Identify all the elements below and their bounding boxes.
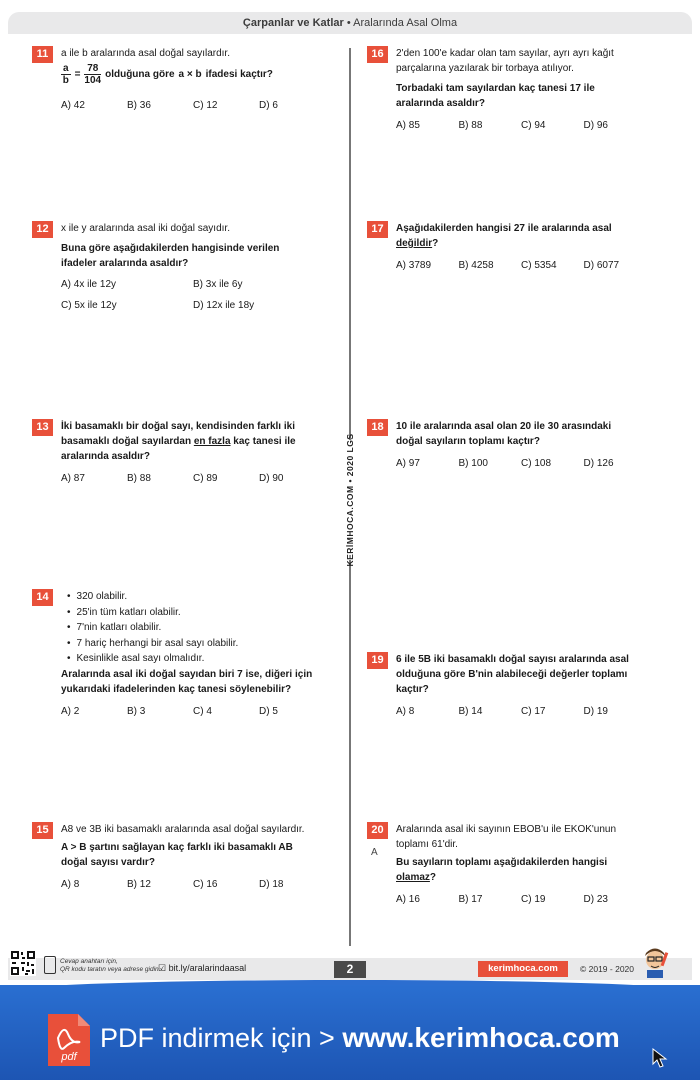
question-text: olduğuna göre [105,69,175,80]
pdf-icon[interactable] [46,1012,92,1068]
option-c[interactable]: C) 108 [521,458,552,469]
link-text: bit.ly/aralarindaasal [168,963,247,973]
answer-options [396,704,646,719]
answer-options [396,892,646,907]
question-text: ifadesi kaçtır? [205,69,273,80]
statement-item: • 320 olabilir. [67,589,341,605]
question-prompt: Aşağıdakilerden hangisi 27 ile aralarında asal değildir? [396,223,612,249]
option-d[interactable]: D) 18 [259,879,284,890]
question-number: 11 [32,46,53,63]
option-b[interactable]: B) 88 [458,120,483,131]
question-17 [371,221,646,273]
statement-item: • 25'in tüm katları olabilir. [67,605,341,621]
question-prompt: Buna göre aşağıdakilerden hangisinde verilen ifadeler aralarında asaldır? [61,243,280,269]
option-a[interactable]: A) 97 [396,458,420,469]
fraction-ab [61,63,71,86]
fraction-line [61,63,341,86]
option-a[interactable]: A) 4x ile 12y [61,279,117,290]
qr-code-icon[interactable] [10,950,36,976]
option-a[interactable]: A) 87 [61,473,85,484]
qr-instruction-line: QR kodu taratın veya adrese gidin [60,966,159,973]
option-b[interactable]: B) 12 [127,879,151,890]
question-text: a ile b aralarında asal doğal sayılardır. [61,48,230,59]
question-prompt: Bu sayıların toplamı aşağıdakilerden hangisi olamaz? [396,857,608,883]
option-b[interactable]: B) 14 [458,706,483,717]
option-a[interactable]: A) 8 [61,879,80,890]
option-d[interactable]: D) 96 [583,120,608,131]
side-watermark-text: KERİMHOCA.COM • 2020 LGS [345,433,355,567]
question-number: 15 [32,822,53,839]
question-20 [371,822,646,907]
answer-options [61,98,341,113]
emphasis-text: en fazla [193,436,231,447]
fraction-denominator: 104 [84,75,102,86]
option-b[interactable]: B) 36 [127,100,151,111]
banner-url: www.kerimhoca.com [342,1022,620,1053]
question-prompt: Aralarında asal iki doğal sayıdan biri 7 ise, diğeri için yukarıdaki ifadelerinden kaç tanesi söylenebilir? [61,668,313,695]
question-text: 2'den 100'e kadar olan tam sayılar, ayrı ayrı kağıt parçalarına yazılarak bir torbaya atılıyor. [396,48,614,74]
question-text: A8 ve 3B iki basamaklı aralarında asal doğal sayılardır. [61,824,305,835]
question-12 [36,221,341,313]
question-number: 13 [32,419,53,436]
question-11 [36,46,341,113]
question-number: 19 [367,652,388,669]
question-text: Aralarında asal iki sayının EBOB'u ile EKOK'unun toplamı 61'dir. [396,824,617,850]
statement-item: • 7 hariç herhangi bir asal sayı olabilir. [67,636,341,652]
question-prompt: 10 ile aralarında asal olan 20 ile 30 arasındaki doğal sayıların toplamı kaçtır? [396,421,612,447]
option-b[interactable]: B) 4258 [458,260,494,271]
question-prompt: A > B şartını sağlayan kaç farklı iki basamaklı AB doğal sayısı vardır? [61,842,293,868]
option-c[interactable]: C) 89 [193,473,218,484]
question-number: 18 [367,419,388,436]
answer-options [61,471,341,486]
option-d[interactable]: D) 19 [583,706,608,717]
option-d[interactable]: D) 90 [259,473,284,484]
option-c[interactable]: C) 19 [521,894,546,905]
banner-label: PDF indirmek için > [100,1023,343,1053]
prompt-part: kaç tanesi ile aralarında asaldır? [61,436,296,462]
statement-list [61,589,341,667]
teacher-mascot-icon [640,946,670,978]
fraction-denominator: b [62,75,69,86]
emphasis-text: değildir [396,238,433,249]
option-c[interactable]: C) 5354 [521,260,557,271]
option-b[interactable]: B) 100 [458,458,488,469]
question-18 [371,419,646,471]
option-a[interactable]: A) 3789 [396,260,432,271]
equals-sign: = [74,69,81,80]
option-b[interactable]: B) 3x ile 6y [193,279,243,290]
answer-key-link[interactable] [158,963,246,974]
question-number: 17 [367,221,388,238]
option-d[interactable]: D) 12x ile 18y [193,300,255,311]
brand-link[interactable]: kerimhoca.com [478,961,568,977]
option-c[interactable]: C) 4 [193,705,212,717]
pdf-icon-label: pdf [61,1051,77,1063]
question-prompt: Torbadaki tam sayılardan kaç tanesi 17 ile aralarında asaldır? [396,83,595,109]
topic-title: Çarpanlar ve Katlar [242,17,344,29]
question-13 [36,419,341,486]
question-text: x ile y aralarında asal iki doğal sayıdır. [61,223,230,234]
option-c[interactable]: C) 94 [521,120,546,131]
question-number: 20 [367,822,388,839]
prompt-part: Bu sayıların toplamı aşağıdakilerden hangisi [396,857,608,868]
answer-options [61,877,341,892]
prompt-part: Aşağıdakilerden hangisi 27 ile aralarında asal [396,223,612,234]
option-b[interactable]: B) 17 [458,894,483,905]
question-prompt [61,419,313,464]
statement-item: • Kesinlikle asal sayı olmalıdır. [67,651,341,667]
phone-icon [44,956,56,974]
qr-instructions [60,958,159,974]
answer-options [396,258,646,273]
page-number: 2 [334,961,366,978]
question-14 [36,589,341,719]
fraction-numerator: a [63,63,69,74]
header-separator: • [346,17,351,29]
option-c[interactable]: C) 17 [521,706,546,717]
checkbox-icon: ☑ [158,963,169,973]
option-d[interactable]: D) 5 [259,705,278,717]
question-number: 16 [367,46,388,63]
question-prompt: 6 ile 5B iki basamaklı doğal sayısı aralarında asal olduğuna göre B'nin alabileceği değerler toplamı kaçtır? [396,654,629,695]
question-16 [371,46,646,133]
expression: a × b [178,69,202,80]
statement-item: • 7'nin katları olabilir. [67,620,341,636]
question-19 [371,652,646,719]
answer-options [61,704,341,719]
option-c[interactable]: C) 12 [193,100,218,111]
page-header [8,12,692,34]
option-c[interactable]: C) 16 [193,879,218,890]
question-15 [36,822,341,892]
option-a[interactable]: A) 85 [396,120,420,131]
option-a[interactable]: A) 2 [61,705,80,717]
fraction-numerator: 78 [84,63,101,75]
option-a[interactable]: A) 8 [396,706,415,717]
answer-options [396,456,646,471]
option-c[interactable]: C) 5x ile 12y [61,300,117,311]
subtopic-title: Aralarında Asal Olma [353,17,458,29]
option-b[interactable]: B) 88 [127,473,151,484]
option-b[interactable]: B) 3 [127,705,146,717]
option-a[interactable]: A) 42 [61,100,85,111]
emphasis-text: olamaz [396,872,430,883]
question-number: 12 [32,221,53,238]
question-number: 14 [32,589,53,606]
option-d[interactable]: D) 6077 [583,260,620,271]
option-d[interactable]: D) 23 [583,894,608,905]
option-d[interactable]: D) 126 [583,458,614,469]
qr-instruction-line: Cevap anahtarı için, [60,958,118,965]
copyright-text: © 2019 - 2020 [580,964,634,974]
mouse-cursor-icon [652,1048,668,1068]
option-d[interactable]: D) 6 [259,100,278,111]
option-a[interactable]: A) 16 [396,894,420,905]
fraction-value [84,63,101,86]
banner-text[interactable] [100,1022,620,1054]
difficulty-mark: A [371,847,378,858]
answer-options [61,277,341,313]
answer-options [396,118,646,133]
prompt-part: İki basamaklı bir doğal sayı, kendisinden farklı iki basamaklı doğal sayılardan [61,421,295,447]
